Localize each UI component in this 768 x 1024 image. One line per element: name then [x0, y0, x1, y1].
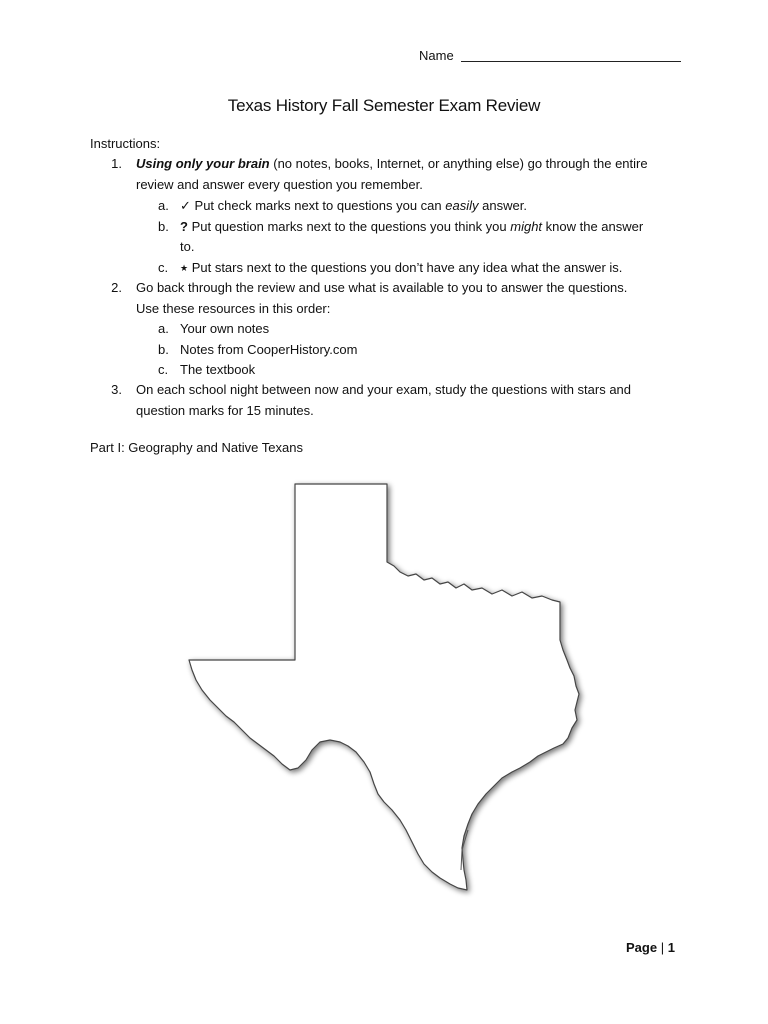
sub-letter: c. — [158, 362, 169, 377]
sub-text: Put stars next to the questions you don’t have any idea what the answer is. — [188, 260, 623, 275]
sub-text: know the answer — [542, 219, 644, 234]
sub-text: Put check marks next to questions you can — [190, 198, 446, 213]
item-text-cont: review and answer every question you remember. — [136, 177, 423, 192]
name-label: Name — [419, 48, 454, 63]
page-title: Texas History Fall Semester Exam Review — [227, 96, 541, 115]
emphasis-text: might — [510, 219, 543, 234]
check-mark-icon: ✓ — [180, 198, 191, 213]
item-text-cont: question marks for 15 minutes. — [136, 403, 314, 418]
page-label: Page — [626, 940, 658, 955]
sub-text: answer. — [478, 198, 527, 213]
sub-letter: a. — [158, 198, 169, 213]
item-text: Go back through the review and use what is available to you to answer the questions. — [136, 280, 628, 295]
emphasis-text: easily — [445, 198, 479, 213]
item-number: 2. — [111, 280, 122, 295]
page-separator: | — [660, 940, 665, 955]
page-footer — [626, 940, 675, 955]
instructions-heading: Instructions: — [90, 136, 161, 151]
sub-letter: a. — [158, 321, 169, 336]
texas-outline — [189, 484, 579, 890]
item-text: (no notes, books, Internet, or anything else) go through the entire — [269, 156, 648, 171]
sub-text-cont: to. — [180, 239, 195, 254]
sub-text: The textbook — [180, 362, 256, 377]
sub-letter: b. — [158, 219, 169, 234]
item-text: On each school night between now and your exam, study the questions with stars and — [136, 382, 632, 397]
item-number: 1. — [111, 156, 122, 171]
sub-letter: c. — [158, 260, 169, 275]
page-number: 1 — [667, 940, 675, 955]
emphasis-text: Using only your brain — [136, 156, 270, 171]
sub-text: Notes from CooperHistory.com — [180, 342, 358, 357]
item-text-cont: Use these resources in this order: — [136, 301, 331, 316]
question-mark-icon: ? — [180, 219, 188, 234]
star-icon: ★ — [180, 263, 189, 273]
sub-text: Your own notes — [180, 321, 270, 336]
section-heading-part-1: Part I: Geography and Native Texans — [90, 440, 303, 455]
sub-text: Put question marks next to the questions you think you — [187, 219, 511, 234]
item-number: 3. — [111, 382, 122, 397]
sub-letter: b. — [158, 342, 169, 357]
